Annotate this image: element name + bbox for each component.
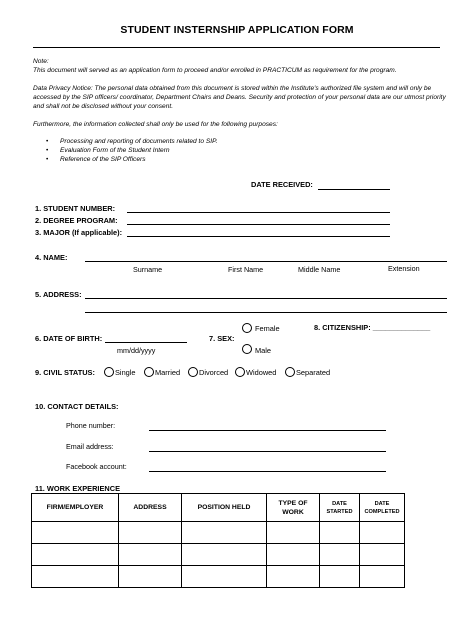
- table-cell[interactable]: [182, 566, 267, 588]
- citizenship-label: 8. CITIZENSHIP: ______________: [314, 323, 431, 332]
- table-cell[interactable]: [320, 522, 360, 544]
- facebook-field[interactable]: [149, 471, 386, 472]
- major-field[interactable]: [127, 236, 390, 237]
- name-field[interactable]: [85, 261, 447, 262]
- contact-label: 10. CONTACT DETAILS:: [35, 402, 119, 411]
- widowed-radio[interactable]: [235, 367, 245, 377]
- col-header: ADDRESS: [119, 494, 182, 522]
- col-header: DATE COMPLETED: [360, 494, 405, 522]
- married-label: Married: [155, 368, 181, 377]
- degree-program-label: 2. DEGREE PROGRAM:: [35, 216, 118, 225]
- table-cell[interactable]: [267, 566, 320, 588]
- male-label: Male: [255, 346, 272, 355]
- table-row: [32, 522, 405, 544]
- table-cell[interactable]: [360, 544, 405, 566]
- table-cell[interactable]: [182, 544, 267, 566]
- student-number-label: 1. STUDENT NUMBER:: [35, 204, 116, 213]
- table-row: [32, 544, 405, 566]
- table-cell[interactable]: [182, 522, 267, 544]
- extension-caption: Extension: [388, 264, 420, 273]
- address-field-2[interactable]: [85, 312, 447, 313]
- table-cell[interactable]: [32, 522, 119, 544]
- work-label: 11. WORK EXPERIENCE: [35, 484, 121, 493]
- table-cell[interactable]: [32, 544, 119, 566]
- purposes-intro: Furthermore, the information collected shall only be used for the following purposes:: [33, 121, 278, 128]
- facebook-label: Facebook account:: [66, 462, 127, 471]
- purpose-item: • Reference of the SIP Officers: [46, 155, 218, 164]
- female-radio[interactable]: [242, 323, 252, 333]
- form-title: STUDENT INSTERNSHIP APPLICATION FORM: [120, 24, 354, 36]
- student-number-field[interactable]: [127, 212, 390, 213]
- single-radio[interactable]: [104, 367, 114, 377]
- table-cell[interactable]: [360, 522, 405, 544]
- widowed-label: Widowed: [246, 368, 277, 377]
- address-field-1[interactable]: [85, 298, 447, 299]
- male-radio[interactable]: [242, 344, 252, 354]
- date-received-field[interactable]: [318, 189, 390, 190]
- table-cell[interactable]: [320, 566, 360, 588]
- degree-program-field[interactable]: [127, 224, 390, 225]
- table-cell[interactable]: [119, 544, 182, 566]
- work-experience-table: [31, 493, 405, 588]
- surname-caption: Surname: [133, 265, 163, 274]
- single-label: Single: [115, 368, 136, 377]
- middle-name-caption: Middle Name: [298, 265, 341, 274]
- dob-label: 6. DATE OF BIRTH:: [35, 334, 103, 343]
- first-name-caption: First Name: [228, 265, 264, 274]
- sex-label: 7. SEX:: [209, 334, 235, 343]
- dob-field[interactable]: [105, 342, 187, 343]
- purposes-list: [46, 137, 218, 164]
- civil-status-label: 9. CIVIL STATUS:: [35, 368, 95, 377]
- divorced-radio[interactable]: [188, 367, 198, 377]
- col-header: POSITION HELD: [182, 494, 267, 522]
- phone-label: Phone number:: [66, 421, 116, 430]
- table-cell[interactable]: [119, 522, 182, 544]
- title-rule: [33, 47, 440, 48]
- note-line: This document will served as an application form to proceed and/or enrolled in PRACTICUM as requirement for the program.: [33, 67, 397, 74]
- married-radio[interactable]: [144, 367, 154, 377]
- table-cell[interactable]: [320, 544, 360, 566]
- divorced-label: Divorced: [199, 368, 229, 377]
- table-cell[interactable]: [32, 566, 119, 588]
- separated-radio[interactable]: [285, 367, 295, 377]
- email-field[interactable]: [149, 451, 386, 452]
- name-label: 4. NAME:: [35, 253, 68, 262]
- col-header: TYPE OF WORK: [267, 494, 320, 522]
- table-cell[interactable]: [119, 566, 182, 588]
- dob-format: mm/dd/yyyy: [117, 346, 156, 355]
- phone-field[interactable]: [149, 430, 386, 431]
- table-cell[interactable]: [267, 544, 320, 566]
- table-row: [32, 566, 405, 588]
- table-header-row: [32, 494, 405, 522]
- email-label: Email address:: [66, 442, 114, 451]
- purpose-item: • Processing and reporting of documents related to SIP.: [46, 137, 218, 146]
- table-cell[interactable]: [360, 566, 405, 588]
- date-received-label: DATE RECEIVED:: [251, 180, 313, 189]
- privacy-notice: Data Privacy Notice: The personal data obtained from this document is stored within the Institute's authorized file system and will only be accessed by the SIP officers/ coordinator, Department Chairs and Deans. Security and protection of your personal data are our utmost priority and shall not be disclosed without your consent.: [33, 85, 446, 110]
- separated-label: Separated: [296, 368, 331, 377]
- address-label: 5. ADDRESS:: [35, 290, 82, 299]
- purpose-item: • Evaluation Form of the Student Intern: [46, 146, 218, 155]
- female-label: Female: [255, 324, 280, 333]
- major-label: 3. MAJOR (If applicable):: [35, 228, 123, 237]
- col-header: DATE STARTED: [320, 494, 360, 522]
- note-heading: Note:: [33, 58, 49, 65]
- table-cell[interactable]: [267, 522, 320, 544]
- note-block: [33, 57, 448, 129]
- col-header: FIRM/EMPLOYER: [32, 494, 119, 522]
